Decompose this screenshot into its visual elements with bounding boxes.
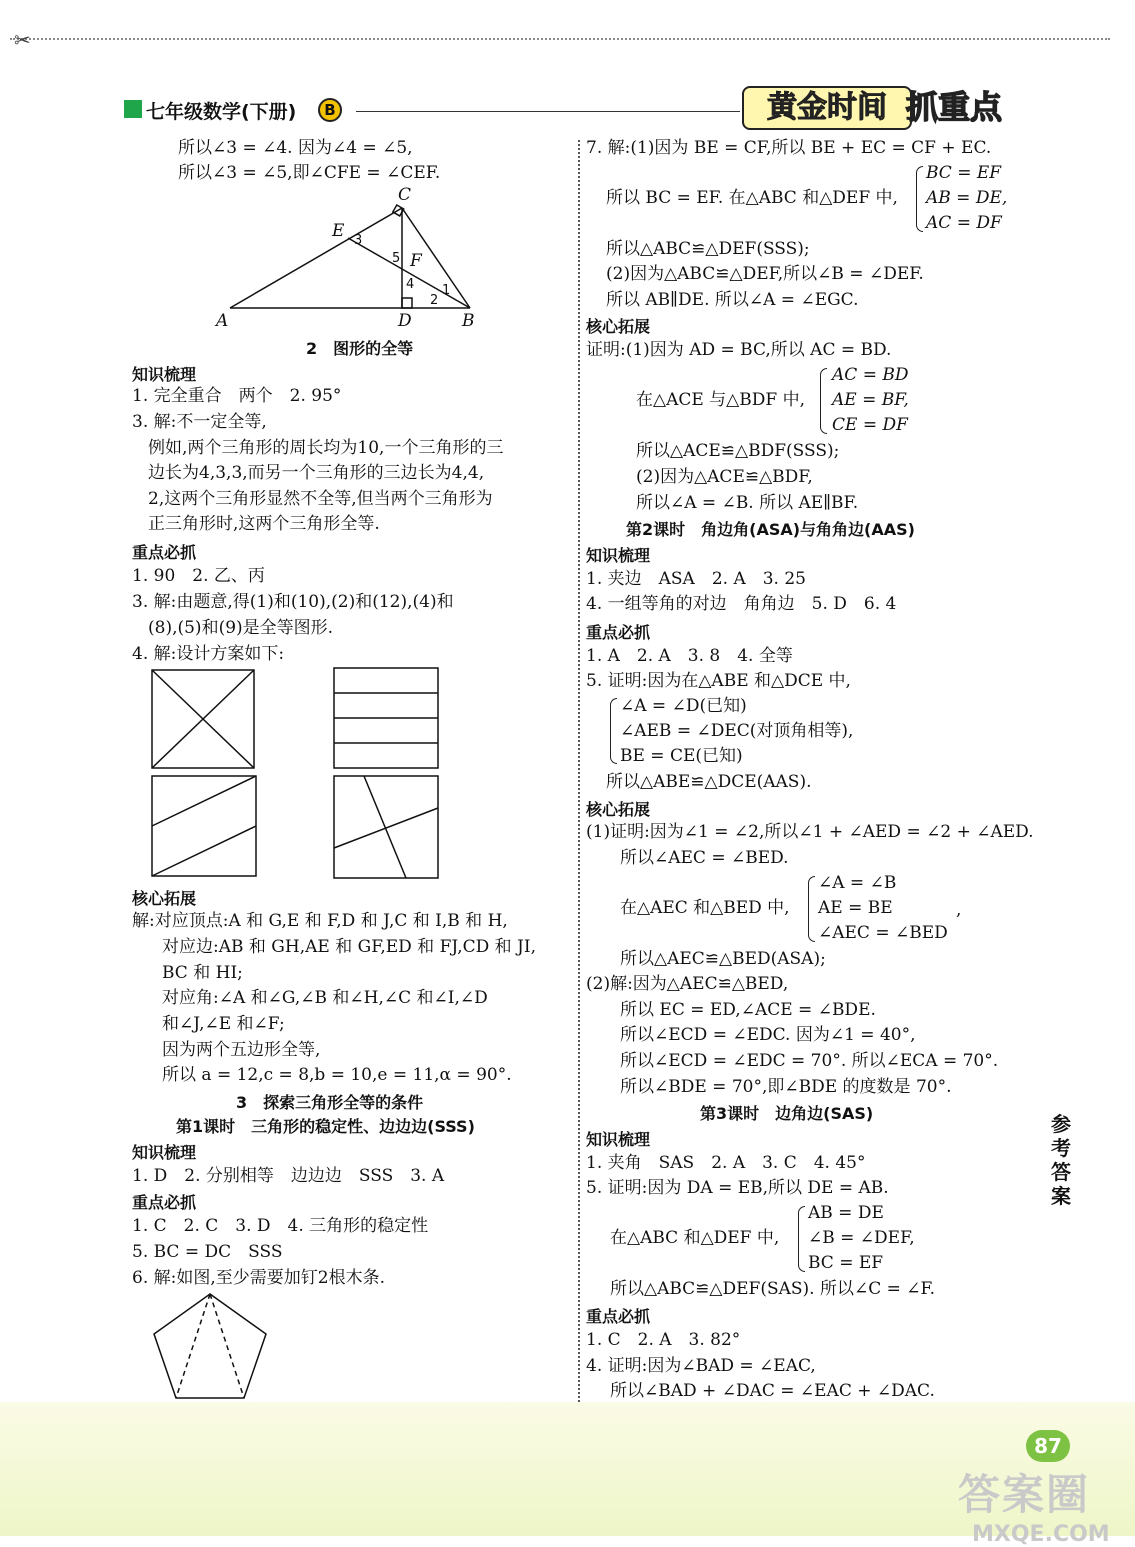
angle-label: 2: [430, 293, 439, 308]
text-line: 1. A 2. A 3. 8 4. 全等: [586, 646, 793, 666]
text-line: 5. BC = DC SSS: [132, 1242, 283, 1262]
section-heading: 重点必抓: [132, 543, 197, 562]
brace-line: AC = BD: [832, 365, 909, 385]
text-line: 2,这两个三角形显然不全等,但当两个三角形为: [148, 489, 493, 509]
brace-line: ∠A = ∠D(已知): [620, 696, 747, 716]
text-line: 例如,两个三角形的周长均为10,一个三角形的三: [148, 438, 504, 458]
lesson-title: 第1课时 三角形的稳定性、边边边(SSS): [176, 1117, 475, 1136]
angle-label: 5: [392, 251, 401, 266]
text-line: 1. 夹边 ASA 2. A 3. 25: [586, 569, 806, 589]
angle-label: 4: [406, 277, 415, 292]
section-heading: 重点必抓: [586, 623, 651, 642]
column-divider: [578, 140, 580, 1402]
text-line: 4. 解:设计方案如下:: [132, 644, 285, 664]
text-line: 边长为4,3,3,而另一个三角形的三边长为4,4,: [148, 463, 485, 483]
text-line: 3. 解:不一定全等,: [132, 412, 267, 432]
page-number: 87: [1026, 1430, 1070, 1462]
label-E: E: [332, 221, 345, 241]
label-F: F: [410, 251, 422, 271]
brand-logo: 黄金时间: [742, 86, 912, 130]
brace-line: CE = DF: [832, 415, 908, 435]
section-heading: 重点必抓: [586, 1307, 651, 1326]
brace-line: AE = BF,: [832, 390, 909, 410]
text-line: (8),(5)和(9)是全等图形.: [148, 618, 334, 638]
watermark-logo: [958, 1462, 1110, 1547]
header-green-square: [124, 100, 142, 118]
brace-line: BE = CE(已知): [620, 746, 743, 766]
label-C: C: [398, 185, 412, 205]
text-line: 对应边:AB 和 GH,AE 和 GF,ED 和 FJ,CD 和 JI,: [162, 937, 536, 957]
text-line: 所以∠ECD = ∠EDC = 70°. 所以∠ECA = 70°.: [620, 1051, 999, 1071]
text-line: 所以△ABC≌△DEF(SSS);: [606, 239, 810, 259]
text-line: 4. 证明:因为∠BAD = ∠EAC,: [586, 1356, 816, 1376]
brace-line: BC = EF: [926, 163, 1002, 183]
book-title: 七年级数学(下册): [146, 101, 297, 123]
text-line: 解:对应顶点:A 和 G,E 和 F,D 和 J,C 和 I,B 和 H,: [132, 911, 508, 931]
text-line: 所以△ABC≌△DEF(SAS). 所以∠C = ∠F.: [610, 1279, 936, 1299]
text-line: ,: [956, 900, 962, 920]
text-line: 4. 一组等角的对边 角角边 5. D 6. 4: [586, 594, 897, 614]
brace-line: AE = BE: [818, 898, 893, 918]
text-line: 因为两个五边形全等,: [162, 1040, 321, 1060]
section-heading: 知识梳理: [586, 1130, 651, 1149]
design-diagrams: [148, 666, 444, 886]
text-line: 在△AEC 和△BED 中,: [620, 898, 790, 918]
text-line: 和∠J,∠E 和∠F;: [162, 1014, 285, 1034]
brace-line: ∠A = ∠B: [818, 873, 897, 893]
section-heading: 核心拓展: [586, 800, 651, 819]
text-line: 所以∠ECD = ∠EDC. 因为∠1 = 40°,: [620, 1025, 916, 1045]
text-line: (2)解:因为△AEC≌△BED,: [586, 974, 789, 994]
text-line: 所以△AEC≌△BED(ASA);: [620, 949, 826, 969]
brace-line: AC = DF: [926, 213, 1002, 233]
text-line: 1. 完全重合 两个 2. 95°: [132, 386, 342, 406]
watermark-text: 答案圈: [958, 1470, 1091, 1519]
text-line: 所以 BC = EF. 在△ABC 和△DEF 中,: [606, 188, 898, 208]
text-line: 1. 90 2. 乙、丙: [132, 566, 265, 586]
brace-line: ∠B = ∠DEF,: [808, 1228, 915, 1248]
text-line: 所以∠3 = ∠5,即∠CFE = ∠CEF.: [178, 163, 441, 183]
text-line: 正三角形时,这两个三角形全等.: [148, 514, 380, 534]
pentagon-figure: [150, 1290, 270, 1402]
brand-logo-subtitle: 抓重点: [906, 88, 1003, 126]
triangle-figure: [212, 180, 492, 330]
watermark-url: MXQE.COM: [972, 1522, 1110, 1547]
label-A: A: [216, 311, 229, 330]
brace: [798, 1206, 805, 1272]
label-D: D: [398, 311, 412, 330]
section-title: 3 探索三角形全等的条件: [236, 1093, 424, 1112]
text-line: 所以∠BAD + ∠DAC = ∠EAC + ∠DAC.: [610, 1381, 935, 1401]
text-line: 证明:(1)因为 AD = BC,所以 AC = BD.: [586, 340, 892, 360]
text-line: 7. 解:(1)因为 BE = CF,所以 BE + EC = CF + EC.: [586, 138, 992, 158]
text-line: 6. 解:如图,至少需要加钉2根木条.: [132, 1268, 385, 1288]
brace: [916, 166, 923, 232]
section-heading: 知识梳理: [586, 546, 651, 565]
text-line: (1)证明:因为∠1 = ∠2,所以∠1 + ∠AED = ∠2 + ∠AED.: [586, 822, 1034, 842]
text-line: 所以∠A = ∠B. 所以 AE∥BF.: [636, 493, 859, 513]
section-heading: 知识梳理: [132, 1143, 197, 1162]
lesson-title: 第3课时 边角边(SAS): [700, 1104, 874, 1123]
brace: [820, 368, 827, 434]
text-line: 对应角:∠A 和∠G,∠B 和∠H,∠C 和∠I,∠D: [162, 988, 488, 1008]
text-line: 所以△ACE≌△BDF(SSS);: [636, 441, 840, 461]
angle-label: 3: [354, 233, 363, 248]
text-line: (2)因为△ACE≌△BDF,: [636, 467, 813, 487]
text-line: 所以△ABE≌△DCE(AAS).: [606, 772, 812, 792]
text-line: 5. 证明:因为 DA = EB,所以 DE = AB.: [586, 1178, 889, 1198]
section-title: 2 图形的全等: [306, 339, 414, 358]
brace-line: AB = DE: [808, 1203, 884, 1223]
brace-line: ∠AEC = ∠BED: [818, 923, 948, 943]
text-line: BC 和 HI;: [162, 963, 243, 983]
dotted-cut-line: [10, 38, 1110, 40]
text-line: 所以∠BDE = 70°,即∠BDE 的度数是 70°.: [620, 1077, 952, 1097]
section-heading: 核心拓展: [586, 317, 651, 336]
section-heading: 核心拓展: [132, 889, 197, 908]
text-line: 在△ACE 与△BDF 中,: [636, 390, 805, 410]
text-line: 所以∠3 = ∠4. 因为∠4 = ∠5,: [178, 138, 413, 158]
brace-line: ∠AEB = ∠DEC(对顶角相等),: [620, 721, 854, 741]
text-line: 1. C 2. A 3. 82°: [586, 1330, 741, 1350]
scissors-icon: ✂: [14, 28, 31, 52]
header-rule: [356, 111, 740, 112]
text-line: 5. 证明:因为在△ABE 和△DCE 中,: [586, 671, 851, 691]
text-line: 3. 解:由题意,得(1)和(10),(2)和(12),(4)和: [132, 592, 454, 612]
angle-label: 1: [442, 283, 451, 298]
label-B: B: [462, 311, 475, 330]
text-line: 在△ABC 和△DEF 中,: [610, 1228, 780, 1248]
text-line: 1. C 2. C 3. D 4. 三角形的稳定性: [132, 1216, 429, 1236]
brace-line: AB = DE,: [926, 188, 1008, 208]
text-line: 1. D 2. 分别相等 边边边 SSS 3. A: [132, 1166, 445, 1186]
lesson-title: 第2课时 角边角(ASA)与角角边(AAS): [626, 520, 915, 539]
brace: [808, 876, 815, 942]
section-heading: 知识梳理: [132, 365, 197, 384]
text-line: 所以∠AEC = ∠BED.: [620, 848, 789, 868]
edition-badge: B: [318, 98, 342, 122]
text-line: 所以 EC = ED,∠ACE = ∠BDE.: [620, 1000, 876, 1020]
text-line: 所以 a = 12,c = 8,b = 10,e = 11,α = 90°.: [162, 1065, 512, 1085]
section-heading: 重点必抓: [132, 1193, 197, 1212]
side-tab-label: 参考答案: [1051, 1112, 1071, 1208]
brace: [610, 698, 617, 764]
text-line: 所以 AB∥DE. 所以∠A = ∠EGC.: [606, 290, 859, 310]
text-line: 1. 夹角 SAS 2. A 3. C 4. 45°: [586, 1153, 866, 1173]
text-line: (2)因为△ABC≌△DEF,所以∠B = ∠DEF.: [606, 264, 924, 284]
brace-line: BC = EF: [808, 1253, 884, 1273]
